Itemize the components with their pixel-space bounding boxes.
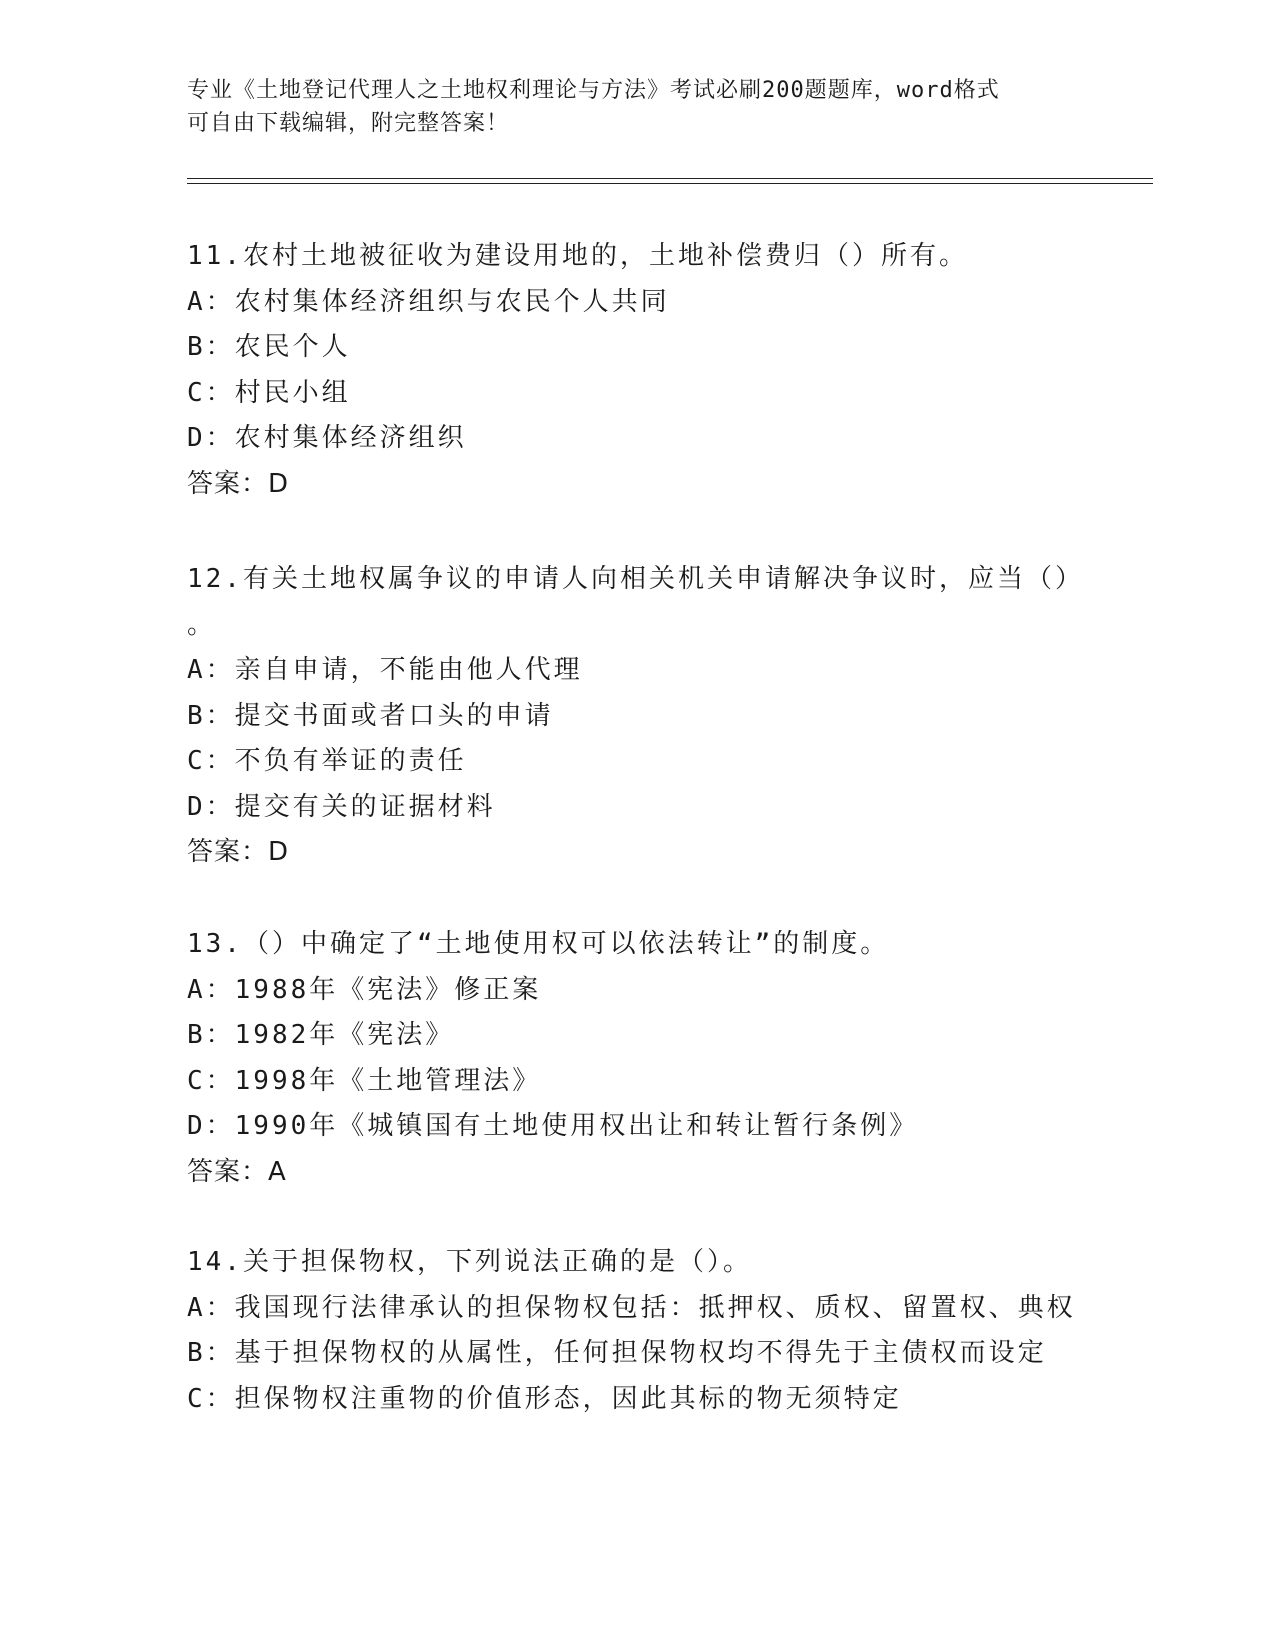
option-b: B：1982年《宪法》: [187, 1020, 455, 1050]
option-c: C：村民小组: [187, 377, 351, 408]
option-d: D：提交有关的证据材料: [187, 791, 496, 822]
option-d: D：1990年《城镇国有土地使用权出让和转让暂行条例》: [187, 1111, 919, 1141]
option-c: C：担保物权注重物的价值形态，因此其标的物无须特定: [187, 1383, 902, 1414]
option-b: B：提交书面或者口头的申请: [187, 700, 554, 731]
answer-line: 答案：D: [187, 468, 290, 499]
question-12: [187, 557, 1087, 876]
question-14: [187, 1240, 1087, 1422]
option-a: A：亲自申请，不能由他人代理: [187, 655, 583, 685]
header-title-line-2: 可自由下载编辑，附完整答案！: [187, 111, 510, 136]
option-a: A：农村集体经济组织与农民个人共同: [187, 286, 670, 317]
question-stem: 11.农村土地被征收为建设用地的，土地补偿费归（）所有。: [187, 241, 968, 271]
question-stem-continuation: 。: [187, 609, 217, 640]
question-11: [187, 234, 1087, 507]
option-c: C：1998年《土地管理法》: [187, 1065, 542, 1096]
question-stem: 13.（）中确定了“土地使用权可以依法转让”的制度。: [187, 929, 890, 959]
document-header: [187, 74, 1087, 140]
option-a: A：我国现行法律承认的担保物权包括：抵押权、质权、留置权、典权: [187, 1292, 1076, 1323]
answer-line: 答案：A: [187, 1156, 287, 1187]
header-title-line-1: 专业《土地登记代理人之土地权利理论与方法》考试必刷200题题库，word格式: [187, 78, 1000, 103]
question-13: [187, 922, 1087, 1195]
header-divider-bottom: [187, 183, 1153, 184]
option-a: A：1988年《宪法》修正案: [187, 974, 542, 1005]
option-d: D：农村集体经济组织: [187, 423, 467, 453]
question-stem: 12.有关土地权属争议的申请人向相关机关申请解决争议时，应当（）: [187, 564, 1084, 594]
answer-line: 答案：D: [187, 837, 290, 867]
question-stem: 14.关于担保物权，下列说法正确的是（）。: [187, 1247, 752, 1277]
option-b: B：农民个人: [187, 332, 351, 362]
option-b: B：基于担保物权的从属性，任何担保物权均不得先于主债权而设定: [187, 1338, 1047, 1368]
option-c: C：不负有举证的责任: [187, 746, 467, 776]
header-divider-top: [187, 178, 1153, 179]
